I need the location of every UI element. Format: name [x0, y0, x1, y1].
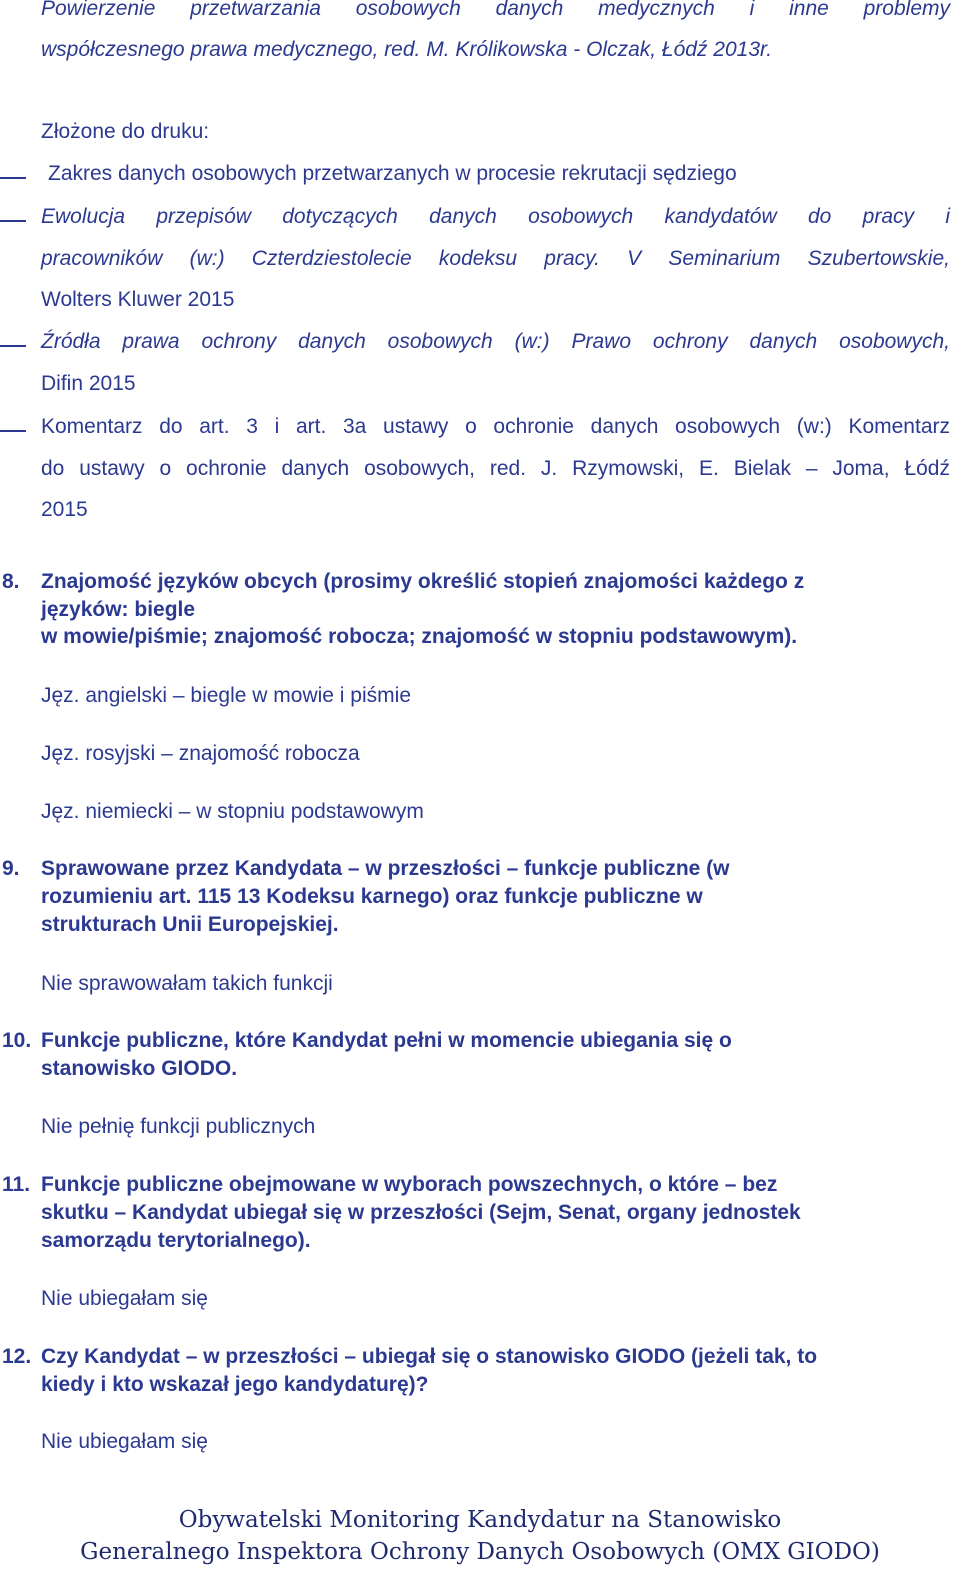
- submitted-item-3-line-2: Difin 2015: [41, 372, 136, 395]
- answer-q9: Nie sprawowałam takich funkcji: [41, 972, 333, 995]
- answer-q10: Nie pełnię funkcji publicznych: [41, 1115, 316, 1138]
- question-10-line-1: Funkcje publiczne, które Kandydat pełni w momencie ubiegania się o: [41, 1029, 732, 1052]
- question-number: 10.: [2, 1029, 32, 1052]
- question-11-line-2: skutku – Kandydat ubiegał się w przeszłości (Sejm, Senat, organy jednostek: [41, 1201, 801, 1224]
- question-8-line-1: Znajomość języków obcych (prosimy określić stopień znajomości każdego z: [41, 570, 805, 593]
- submitted-item-2-line-2: pracowników (w:) Czterdziestolecie kodeksu pracy. V Seminarium Szubertowskie,: [41, 247, 950, 270]
- question-10-line-2: stanowisko GIODO.: [41, 1057, 238, 1080]
- dash-bullet: [0, 177, 26, 179]
- submitted-item-4-line-1: Komentarz do art. 3 i art. 3a ustawy o ochronie danych osobowych (w:) Komentarz: [41, 415, 950, 438]
- question-11-line-3: samorządu terytorialnego).: [41, 1229, 311, 1252]
- submitted-item-2-line-1: Ewolucja przepisów dotyczących danych osobowych kandydatów do pracy i: [41, 205, 950, 228]
- dash-bullet: [0, 430, 26, 432]
- question-11-line-1: Funkcje publiczne obejmowane w wyborach powszechnych, o które – bez: [41, 1173, 778, 1196]
- submitted-item-2-line-3: Wolters Kluwer 2015: [41, 288, 235, 311]
- question-8-line-3: w mowie/piśmie; znajomość robocza; znajomość w stopniu podstawowym).: [41, 625, 798, 648]
- answer-language-3: Jęz. niemiecki – w stopniu podstawowym: [41, 800, 424, 823]
- publication-line-2: współczesnego prawa medycznego, red. M. Królikowska - Olczak, Łódź 2013r.: [41, 38, 773, 61]
- submitted-item-3-line-1: Źródła prawa ochrony danych osobowych (w:) Prawo ochrony danych osobowych,: [41, 330, 950, 353]
- answer-q12: Nie ubiegałam się: [41, 1430, 208, 1453]
- question-12-line-2: kiedy i kto wskazał jego kandydaturę)?: [41, 1373, 429, 1396]
- question-number: 11.: [2, 1173, 31, 1196]
- question-number: 9.: [2, 857, 20, 880]
- answer-q11: Nie ubiegałam się: [41, 1287, 208, 1310]
- question-8-line-2: języków: biegle: [41, 598, 196, 621]
- question-9-line-3: strukturach Unii Europejskiej.: [41, 913, 339, 936]
- question-9-line-1: Sprawowane przez Kandydata – w przeszłości – funkcje publiczne (w: [41, 857, 730, 880]
- submitted-item-4-line-3: 2015: [41, 498, 88, 521]
- question-12-line-1: Czy Kandydat – w przeszłości – ubiegał się o stanowisko GIODO (jeżeli tak, to: [41, 1345, 818, 1368]
- question-number: 12.: [2, 1345, 32, 1368]
- submitted-item-1: Zakres danych osobowych przetwarzanych w procesie rekrutacji sędziego: [48, 162, 737, 185]
- dash-bullet: [0, 220, 26, 222]
- dash-bullet: [0, 345, 26, 347]
- submitted-item-4-line-2: do ustawy o ochronie danych osobowych, red. J. Rzymowski, E. Bielak – Joma, Łódź: [41, 457, 950, 480]
- footer-line-2: Generalnego Inspektora Ochrony Danych Osobowych (OMX GIODO): [80, 1539, 880, 1565]
- answer-language-2: Jęz. rosyjski – znajomość robocza: [41, 742, 360, 765]
- footer-line-1: Obywatelski Monitoring Kandydatur na Stanowisko: [178, 1507, 782, 1533]
- question-9-line-2: rozumieniu art. 115 13 Kodeksu karnego) oraz funkcje publiczne w: [41, 885, 703, 908]
- question-number: 8.: [2, 570, 20, 593]
- submitted-heading: Złożone do druku:: [41, 120, 210, 143]
- answer-language-1: Jęz. angielski – biegle w mowie i piśmie: [41, 684, 411, 707]
- publication-line-1: Powierzenie przetwarzania osobowych danych medycznych i inne problemy: [41, 0, 950, 20]
